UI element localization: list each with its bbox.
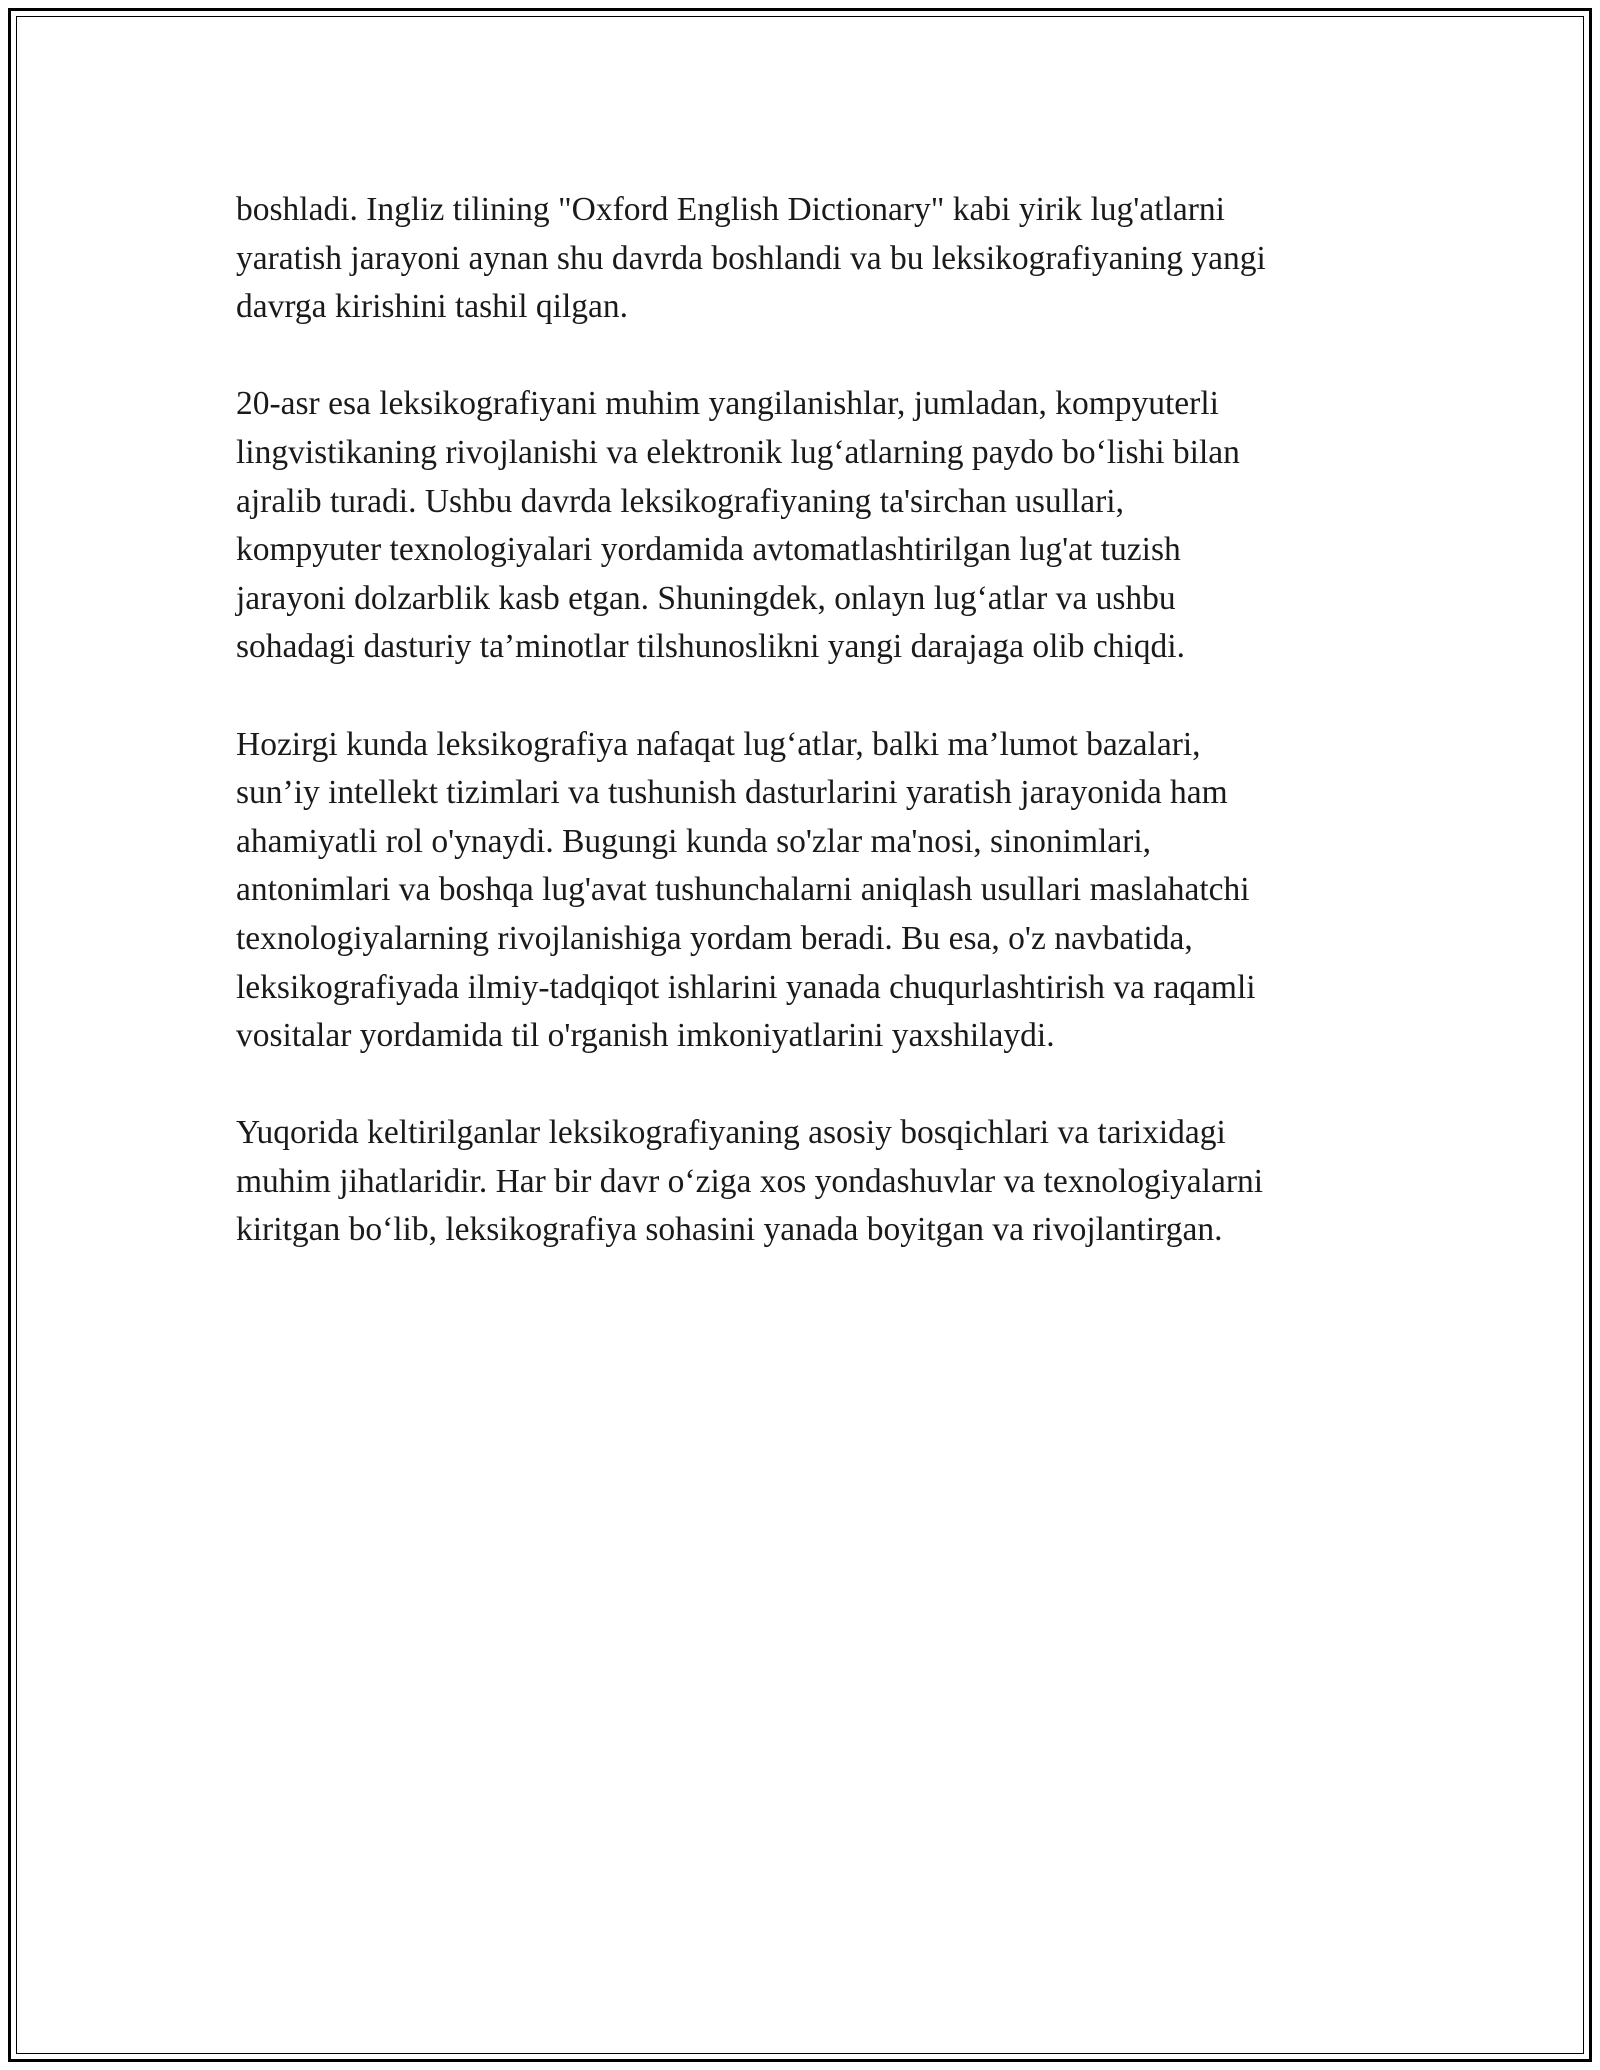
text-line: antonimlari va boshqa lug'avat tushunchalarni aniqlash usullari maslahatchi — [236, 871, 1250, 909]
paragraph — [236, 721, 1386, 1061]
text-line: vositalar yordamida til o'rganish imkoniyatlarini yaxshilaydi. — [236, 1017, 1055, 1055]
text-line: Yuqorida keltirilganlar leksikografiyaning asosiy bosqichlari va tarixidagi — [236, 1114, 1226, 1152]
text-line: davrga kirishini tashil qilgan. — [236, 288, 629, 326]
text-line: jarayoni dolzarblik kasb etgan. Shuningdek, onlayn lug‘atlar va ushbu — [236, 579, 1176, 617]
text-line: Hozirgi kunda leksikografiya nafaqat lug‘atlar, balki ma’lumot bazalari, — [236, 725, 1201, 763]
paragraph — [236, 1109, 1386, 1255]
text-line: ahamiyatli rol o'ynaydi. Bugungi kunda so'zlar ma'nosi, sinonimlari, — [236, 822, 1152, 860]
text-line: kompyuter texnologiyalari yordamida avtomatlashtirilgan lug'at tuzish — [236, 531, 1181, 569]
paragraph — [236, 380, 1386, 672]
text-line: sun’iy intellekt tizimlari va tushunish dasturlarini yaratish jarayonida ham — [236, 774, 1228, 812]
paragraph — [236, 186, 1386, 332]
text-line: yaratish jarayoni aynan shu davrda boshlandi va bu leksikografiyaning yangi — [236, 239, 1266, 277]
text-line: leksikografiyada ilmiy-tadqiqot ishlarini yanada chuqurlashtirish va raqamli — [236, 968, 1256, 1006]
text-line: boshladi. Ingliz tilining "Oxford English Dictionary" kabi yirik lug'atlarni — [236, 191, 1225, 228]
text-line: muhim jihatlaridir. Har bir davr o‘ziga xos yondashuvlar va texnologiyalarni — [236, 1162, 1264, 1200]
text-line: sohadagi dasturiy ta’minotlar tilshunoslikni yangi darajaga olib chiqdi. — [236, 628, 1185, 666]
text-line: kiritgan bo‘lib, leksikografiya sohasini yanada boyitgan va rivojlantirgan. — [236, 1211, 1223, 1249]
document-body — [236, 186, 1386, 1304]
text-line: 20-asr esa leksikografiyani muhim yangilanishlar, jumladan, kompyuterli — [236, 385, 1219, 423]
text-line: lingvistikaning rivojlanishi va elektronik lug‘atlarning paydo bo‘lishi bilan — [236, 433, 1240, 471]
text-line: texnologiyalarning rivojlanishiga yordam beradi. Bu esa, o'z navbatida, — [236, 919, 1193, 957]
text-line: ajralib turadi. Ushbu davrda leksikografiyaning ta'sirchan usullari, — [236, 482, 1124, 520]
